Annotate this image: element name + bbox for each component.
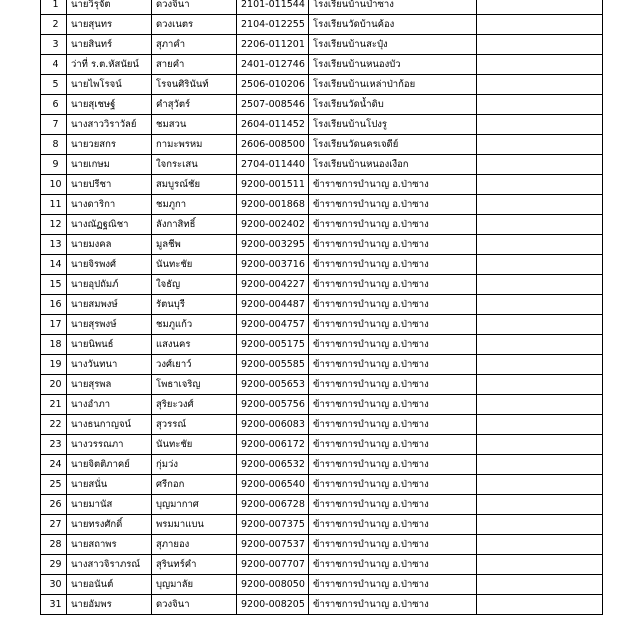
surname-cell: กุ่มว่ง — [152, 455, 237, 475]
table-row — [41, 455, 603, 475]
row-number: 1 — [41, 0, 67, 15]
surname-cell: รัตนบุรี — [152, 295, 237, 315]
note-cell — [477, 515, 603, 535]
member-id-cell: 9200-007707 — [237, 555, 309, 575]
affiliation-cell: โรงเรียนวัดนครเจดีย์ — [309, 135, 477, 155]
table-row — [41, 495, 603, 515]
first-name-cell: นายนิพนธ์ — [67, 335, 152, 355]
affiliation-cell: ข้าราชการบำนาญ อ.ป่าซาง — [309, 415, 477, 435]
row-number: 18 — [41, 335, 67, 355]
surname-cell: บุญมากาศ — [152, 495, 237, 515]
row-number: 3 — [41, 35, 67, 55]
row-number: 26 — [41, 495, 67, 515]
member-id-cell: 2101-011544 — [237, 0, 309, 15]
surname-cell: ใจกระเสน — [152, 155, 237, 175]
surname-cell: ชมภูแก้ว — [152, 315, 237, 335]
table-row — [41, 315, 603, 335]
first-name-cell: นายอุปถัมภ์ — [67, 275, 152, 295]
affiliation-cell: ข้าราชการบำนาญ อ.ป่าซาง — [309, 535, 477, 555]
surname-cell: โรจนศิรินันท์ — [152, 75, 237, 95]
first-name-cell: นายสถาพร — [67, 535, 152, 555]
table-row — [41, 195, 603, 215]
affiliation-cell: โรงเรียนบ้านป่าซาง — [309, 0, 477, 15]
surname-cell: สุรินทร์คำ — [152, 555, 237, 575]
first-name-cell: นายจิตติภาคย์ — [67, 455, 152, 475]
member-id-cell: 9200-008050 — [237, 575, 309, 595]
row-number: 31 — [41, 595, 67, 615]
member-id-cell: 9200-006540 — [237, 475, 309, 495]
row-number: 7 — [41, 115, 67, 135]
row-number: 28 — [41, 535, 67, 555]
member-id-cell: 2206-011201 — [237, 35, 309, 55]
note-cell — [477, 35, 603, 55]
member-id-cell: 9200-005175 — [237, 335, 309, 355]
note-cell — [477, 95, 603, 115]
affiliation-cell: ข้าราชการบำนาญ อ.ป่าซาง — [309, 375, 477, 395]
first-name-cell: นายวยสกร — [67, 135, 152, 155]
surname-cell: ศรีกอก — [152, 475, 237, 495]
surname-cell: ชมสวน — [152, 115, 237, 135]
first-name-cell: นางวันทนา — [67, 355, 152, 375]
table-row — [41, 595, 603, 615]
first-name-cell: นายไพโรจน์ — [67, 75, 152, 95]
row-number: 10 — [41, 175, 67, 195]
note-cell — [477, 315, 603, 335]
affiliation-cell: ข้าราชการบำนาญ อ.ป่าซาง — [309, 595, 477, 615]
table-row — [41, 215, 603, 235]
note-cell — [477, 155, 603, 175]
affiliation-cell: ข้าราชการบำนาญ อ.ป่าซาง — [309, 275, 477, 295]
row-number: 29 — [41, 555, 67, 575]
surname-cell: บุญมาลัย — [152, 575, 237, 595]
table-row — [41, 575, 603, 595]
row-number: 30 — [41, 575, 67, 595]
affiliation-cell: ข้าราชการบำนาญ อ.ป่าซาง — [309, 255, 477, 275]
first-name-cell: ว่าที่ ร.ต.หัสนัยน์ — [67, 55, 152, 75]
first-name-cell: นายอนันต์ — [67, 575, 152, 595]
surname-cell: ลังกาสิทธิ์ — [152, 215, 237, 235]
affiliation-cell: ข้าราชการบำนาญ อ.ป่าซาง — [309, 515, 477, 535]
note-cell — [477, 15, 603, 35]
affiliation-cell: ข้าราชการบำนาญ อ.ป่าซาง — [309, 555, 477, 575]
affiliation-cell: โรงเรียนบ้านเหล่าป่าก้อย — [309, 75, 477, 95]
first-name-cell: นายสมพงษ์ — [67, 295, 152, 315]
surname-cell: วงศ์เยาว์ — [152, 355, 237, 375]
table-row — [41, 135, 603, 155]
affiliation-cell: ข้าราชการบำนาญ อ.ป่าซาง — [309, 295, 477, 315]
surname-cell: ชมภูกา — [152, 195, 237, 215]
first-name-cell: นางธนกาญจน์ — [67, 415, 152, 435]
note-cell — [477, 175, 603, 195]
table-row — [41, 115, 603, 135]
member-id-cell: 9200-006083 — [237, 415, 309, 435]
note-cell — [477, 495, 603, 515]
row-number: 9 — [41, 155, 67, 175]
note-cell — [477, 215, 603, 235]
affiliation-cell: ข้าราชการบำนาญ อ.ป่าซาง — [309, 335, 477, 355]
row-number: 19 — [41, 355, 67, 375]
first-name-cell: นางดาริกา — [67, 195, 152, 215]
member-id-cell: 2606-008500 — [237, 135, 309, 155]
note-cell — [477, 75, 603, 95]
member-id-cell: 9200-004757 — [237, 315, 309, 335]
table-row — [41, 275, 603, 295]
first-name-cell: นายปรีชา — [67, 175, 152, 195]
affiliation-cell: ข้าราชการบำนาญ อ.ป่าซาง — [309, 495, 477, 515]
row-number: 27 — [41, 515, 67, 535]
note-cell — [477, 195, 603, 215]
first-name-cell: นางอำภา — [67, 395, 152, 415]
member-id-cell: 9200-003716 — [237, 255, 309, 275]
affiliation-cell: ข้าราชการบำนาญ อ.ป่าซาง — [309, 315, 477, 335]
table-row — [41, 235, 603, 255]
member-id-cell: 9200-007537 — [237, 535, 309, 555]
member-id-cell: 2604-011452 — [237, 115, 309, 135]
member-id-cell: 9200-005653 — [237, 375, 309, 395]
row-number: 2 — [41, 15, 67, 35]
member-table-body — [41, 0, 603, 615]
member-id-cell: 9200-007375 — [237, 515, 309, 535]
first-name-cell: นายสุนทร — [67, 15, 152, 35]
first-name-cell: นางสาววิราวัลย์ — [67, 115, 152, 135]
surname-cell: ดวงจินา — [152, 595, 237, 615]
row-number: 6 — [41, 95, 67, 115]
first-name-cell: นายสนั่น — [67, 475, 152, 495]
table-row — [41, 535, 603, 555]
affiliation-cell: ข้าราชการบำนาญ อ.ป่าซาง — [309, 175, 477, 195]
table-row — [41, 515, 603, 535]
note-cell — [477, 135, 603, 155]
row-number: 15 — [41, 275, 67, 295]
first-name-cell: นายมานัส — [67, 495, 152, 515]
member-id-cell: 9200-006532 — [237, 455, 309, 475]
surname-cell: สุภาคำ — [152, 35, 237, 55]
table-row — [41, 475, 603, 495]
surname-cell: มูลชีพ — [152, 235, 237, 255]
first-name-cell: นางวรรณภา — [67, 435, 152, 455]
table-row — [41, 415, 603, 435]
surname-cell: กามะพรหม — [152, 135, 237, 155]
member-id-cell: 9200-005585 — [237, 355, 309, 375]
first-name-cell: นายสุรพงษ์ — [67, 315, 152, 335]
row-number: 16 — [41, 295, 67, 315]
note-cell — [477, 555, 603, 575]
table-row — [41, 335, 603, 355]
table-row — [41, 375, 603, 395]
note-cell — [477, 595, 603, 615]
affiliation-cell: ข้าราชการบำนาญ อ.ป่าซาง — [309, 455, 477, 475]
note-cell — [477, 395, 603, 415]
row-number: 13 — [41, 235, 67, 255]
surname-cell: แสงนคร — [152, 335, 237, 355]
affiliation-cell: ข้าราชการบำนาญ อ.ป่าซาง — [309, 235, 477, 255]
affiliation-cell: ข้าราชการบำนาญ อ.ป่าซาง — [309, 575, 477, 595]
first-name-cell: นายทรงศักดิ์ — [67, 515, 152, 535]
note-cell — [477, 235, 603, 255]
table-row — [41, 75, 603, 95]
surname-cell: สุภายอง — [152, 535, 237, 555]
row-number: 20 — [41, 375, 67, 395]
member-id-cell: 2506-010206 — [237, 75, 309, 95]
member-id-cell: 9200-002402 — [237, 215, 309, 235]
affiliation-cell: ข้าราชการบำนาญ อ.ป่าซาง — [309, 355, 477, 375]
surname-cell: นันทะชัย — [152, 255, 237, 275]
table-row — [41, 435, 603, 455]
first-name-cell: นายสินทร์ — [67, 35, 152, 55]
table-row — [41, 255, 603, 275]
surname-cell: ดวงจินา — [152, 0, 237, 15]
surname-cell: โพธาเจริญ — [152, 375, 237, 395]
member-id-cell: 9200-006728 — [237, 495, 309, 515]
note-cell — [477, 455, 603, 475]
note-cell — [477, 0, 603, 15]
affiliation-cell: โรงเรียนบ้านสะปุ๋ง — [309, 35, 477, 55]
note-cell — [477, 355, 603, 375]
member-id-cell: 2401-012746 — [237, 55, 309, 75]
row-number: 22 — [41, 415, 67, 435]
note-cell — [477, 115, 603, 135]
note-cell — [477, 575, 603, 595]
surname-cell: สายคำ — [152, 55, 237, 75]
member-id-cell: 9200-001868 — [237, 195, 309, 215]
row-number: 25 — [41, 475, 67, 495]
first-name-cell: นางณัฏฐณิชา — [67, 215, 152, 235]
member-id-cell: 9200-003295 — [237, 235, 309, 255]
surname-cell: คำสุวัตร์ — [152, 95, 237, 115]
affiliation-cell: ข้าราชการบำนาญ อ.ป่าซาง — [309, 215, 477, 235]
surname-cell: ดวงเนตร — [152, 15, 237, 35]
note-cell — [477, 295, 603, 315]
table-row — [41, 155, 603, 175]
member-id-cell: 9200-004227 — [237, 275, 309, 295]
first-name-cell: นางสาวจิราภรณ์ — [67, 555, 152, 575]
table-row — [41, 355, 603, 375]
note-cell — [477, 375, 603, 395]
affiliation-cell: ข้าราชการบำนาญ อ.ป่าซาง — [309, 475, 477, 495]
affiliation-cell: ข้าราชการบำนาญ อ.ป่าซาง — [309, 395, 477, 415]
row-number: 24 — [41, 455, 67, 475]
table-row — [41, 95, 603, 115]
member-id-cell: 9200-005756 — [237, 395, 309, 415]
first-name-cell: นายสุรพล — [67, 375, 152, 395]
member-id-cell: 2104-012255 — [237, 15, 309, 35]
surname-cell: นันทะชัย — [152, 435, 237, 455]
member-id-cell: 9200-001511 — [237, 175, 309, 195]
affiliation-cell: ข้าราชการบำนาญ อ.ป่าซาง — [309, 195, 477, 215]
table-row — [41, 295, 603, 315]
member-id-cell: 9200-004487 — [237, 295, 309, 315]
table-row — [41, 35, 603, 55]
surname-cell: สุริยะวงศ์ — [152, 395, 237, 415]
surname-cell: พรมมาแบน — [152, 515, 237, 535]
first-name-cell: นายวิรุจัต — [67, 0, 152, 15]
table-row — [41, 395, 603, 415]
row-number: 14 — [41, 255, 67, 275]
row-number: 5 — [41, 75, 67, 95]
table-row — [41, 555, 603, 575]
table-row — [41, 175, 603, 195]
note-cell — [477, 475, 603, 495]
table-row — [41, 55, 603, 75]
row-number: 12 — [41, 215, 67, 235]
surname-cell: สมบูรณ์ชัย — [152, 175, 237, 195]
member-id-cell: 2507-008546 — [237, 95, 309, 115]
first-name-cell: นายมงคล — [67, 235, 152, 255]
affiliation-cell: โรงเรียนวัดบ้านค้อง — [309, 15, 477, 35]
row-number: 17 — [41, 315, 67, 335]
note-cell — [477, 275, 603, 295]
surname-cell: สุวรรณ์ — [152, 415, 237, 435]
surname-cell: ใจธัญ — [152, 275, 237, 295]
member-table — [40, 0, 603, 615]
affiliation-cell: ข้าราชการบำนาญ อ.ป่าซาง — [309, 435, 477, 455]
first-name-cell: นายจิรพงศ์ — [67, 255, 152, 275]
note-cell — [477, 55, 603, 75]
note-cell — [477, 535, 603, 555]
first-name-cell: นายอัมพร — [67, 595, 152, 615]
row-number: 4 — [41, 55, 67, 75]
row-number: 11 — [41, 195, 67, 215]
affiliation-cell: โรงเรียนวัดน้ำดิบ — [309, 95, 477, 115]
note-cell — [477, 255, 603, 275]
affiliation-cell: โรงเรียนบ้านโปงรู — [309, 115, 477, 135]
note-cell — [477, 435, 603, 455]
row-number: 21 — [41, 395, 67, 415]
note-cell — [477, 415, 603, 435]
row-number: 23 — [41, 435, 67, 455]
table-row — [41, 15, 603, 35]
affiliation-cell: โรงเรียนบ้านหนองบัว — [309, 55, 477, 75]
member-id-cell: 2704-011440 — [237, 155, 309, 175]
first-name-cell: นายสุเชษฐ์ — [67, 95, 152, 115]
first-name-cell: นายเกษม — [67, 155, 152, 175]
member-id-cell: 9200-008205 — [237, 595, 309, 615]
member-id-cell: 9200-006172 — [237, 435, 309, 455]
table-row — [41, 0, 603, 15]
row-number: 8 — [41, 135, 67, 155]
note-cell — [477, 335, 603, 355]
affiliation-cell: โรงเรียนบ้านหนองเงือก — [309, 155, 477, 175]
